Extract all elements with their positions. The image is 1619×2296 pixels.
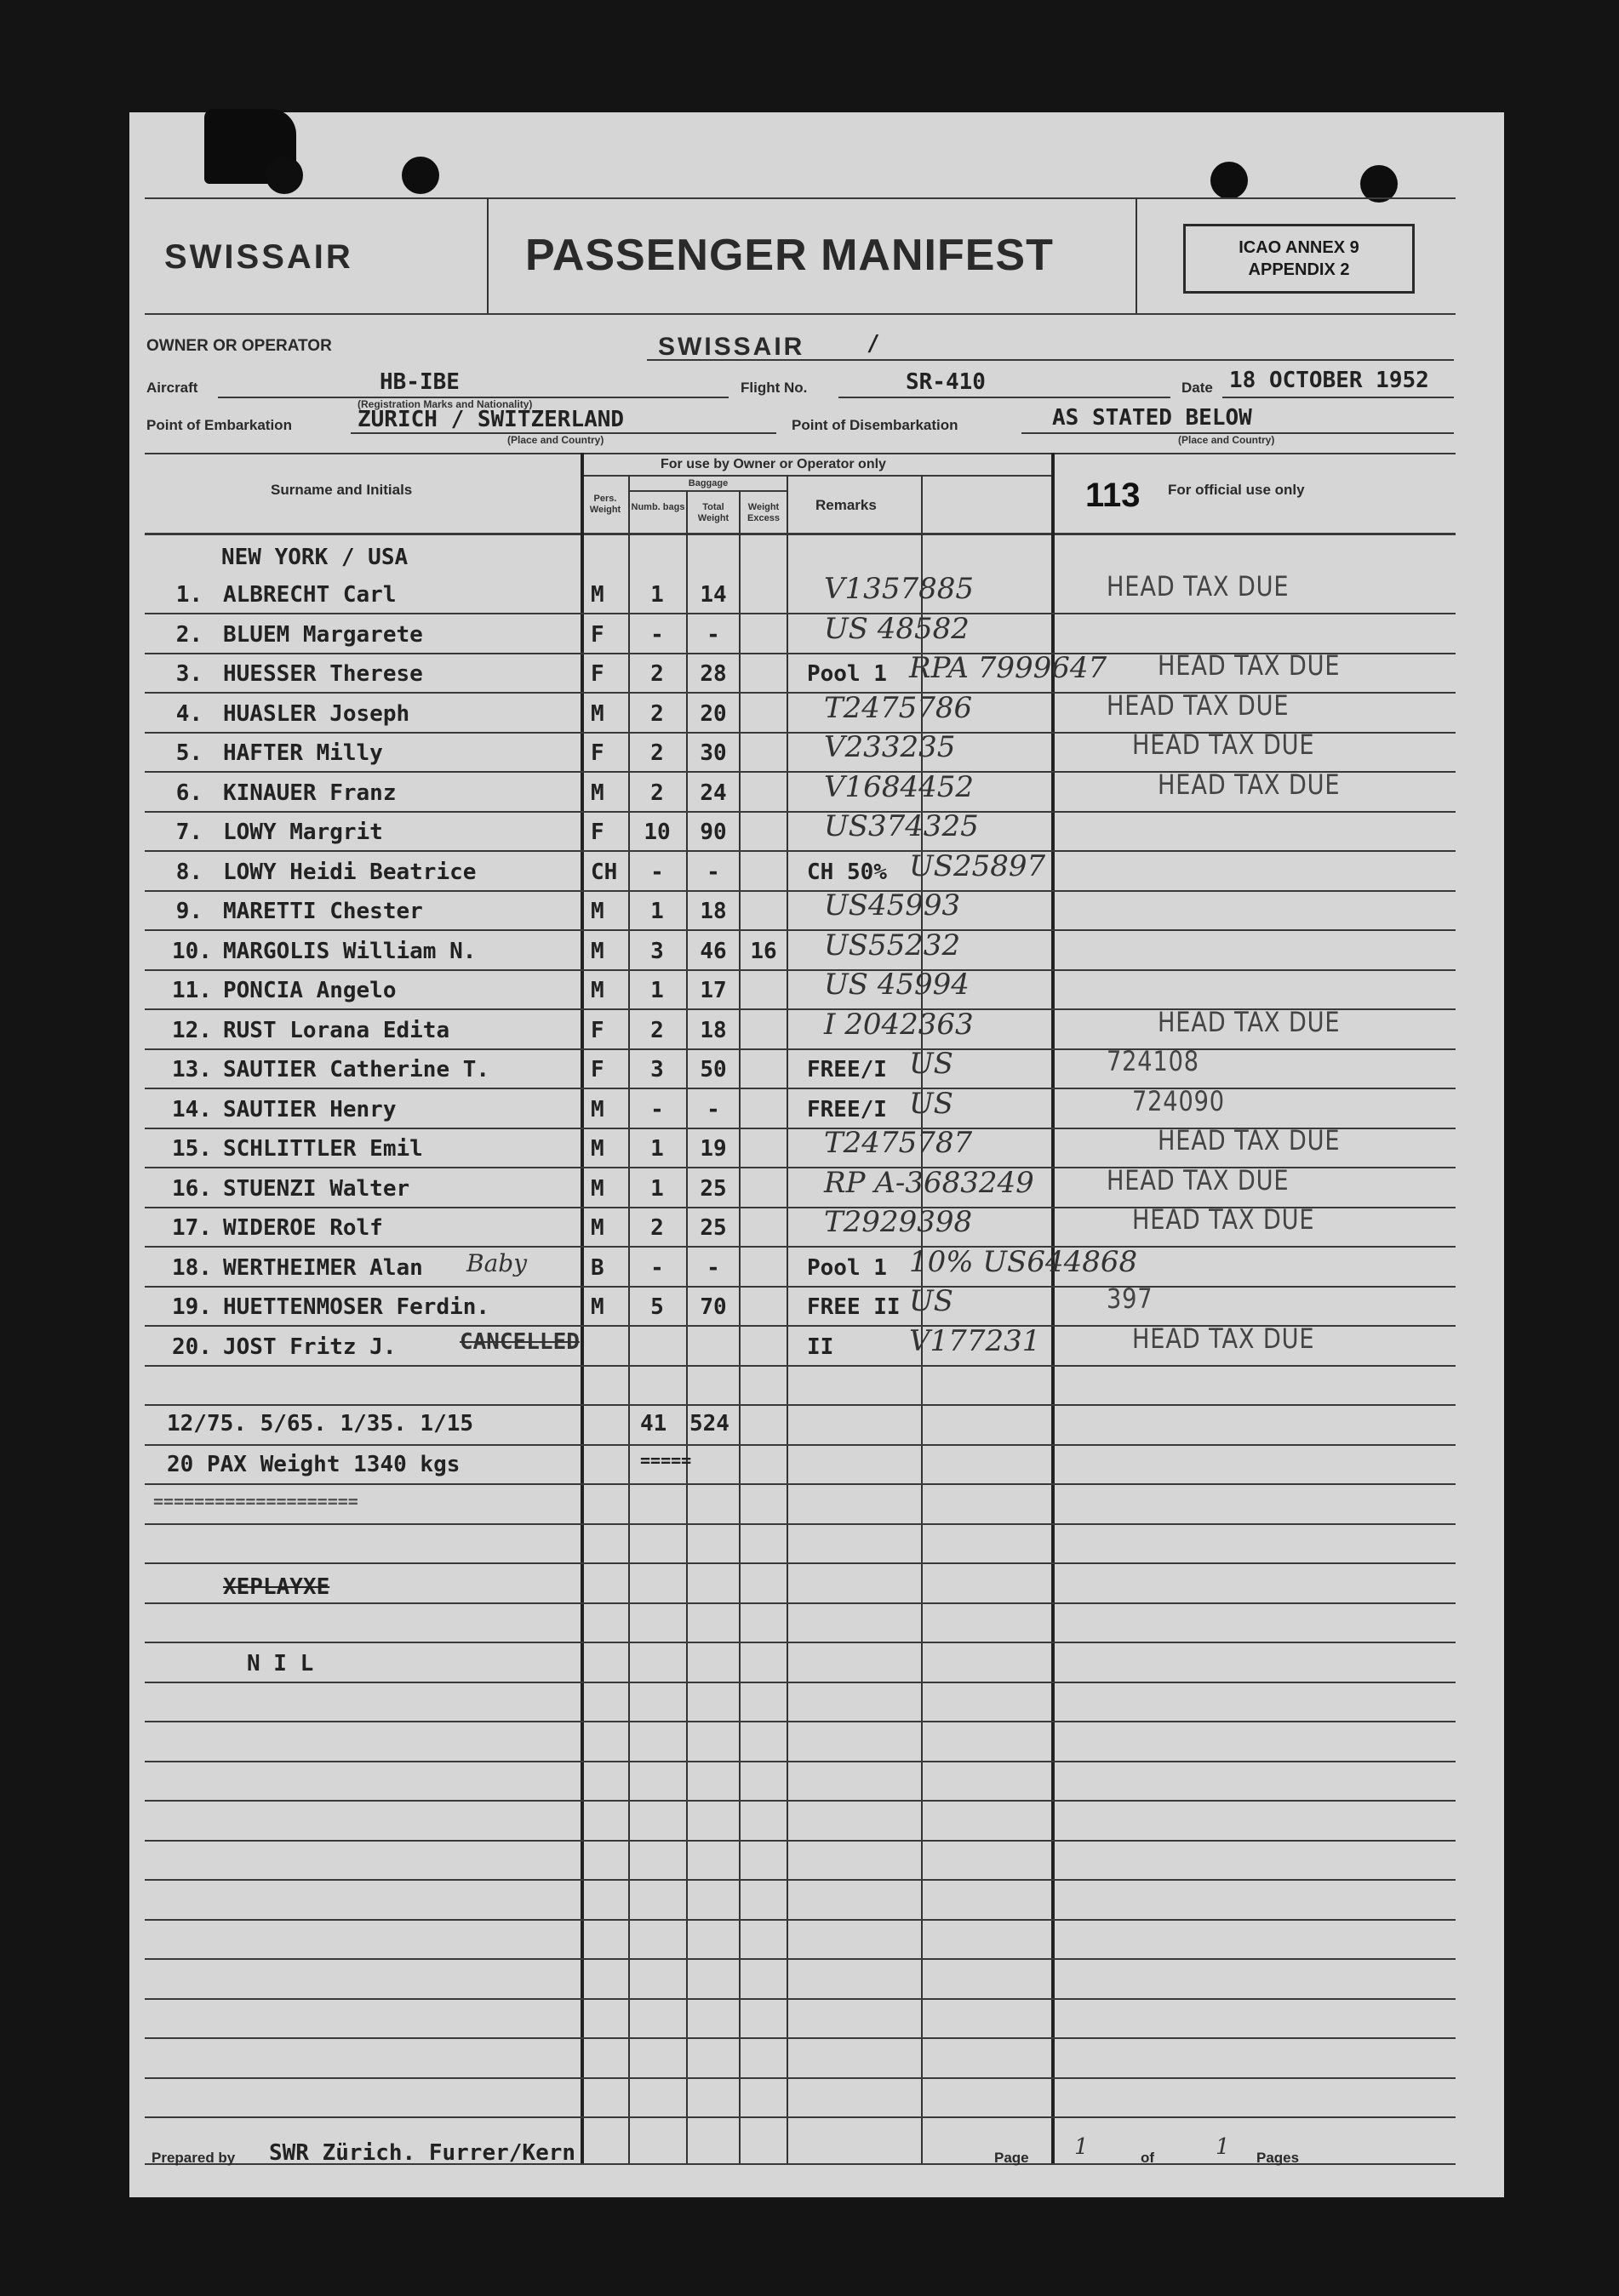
col-divider (921, 475, 923, 2163)
passenger-name: MARGOLIS William N. (223, 938, 477, 964)
passenger-name: ALBRECHT Carl (223, 582, 397, 608)
document-number: RP A-3683249 (824, 1165, 1034, 1200)
document-number: US 48582 (824, 611, 970, 646)
table-row-rule (145, 1048, 1456, 1050)
official-entry: HEAD TAX DUE (1107, 688, 1290, 722)
row-number: 16. (172, 1175, 212, 1202)
bag-count: - (650, 621, 664, 648)
rule (145, 197, 1456, 199)
flight-value: SR-410 (906, 369, 986, 395)
destination-heading: NEW YORK / USA (221, 545, 409, 570)
rule (145, 313, 1456, 315)
bag-weight: 25 (700, 1175, 727, 1202)
document-number: T2475786 (824, 690, 973, 725)
rule (145, 533, 1456, 535)
blank-row-rule (145, 1879, 1456, 1881)
pers-weight: F (591, 621, 604, 648)
document-number: US55232 (824, 928, 961, 962)
bag-count: 2 (650, 661, 664, 687)
disembarkation-label: Point of Disembarkation (792, 417, 958, 433)
document-number: US (909, 1047, 953, 1081)
prepared-label: Prepared by (152, 2150, 236, 2166)
rule (838, 397, 1170, 398)
blank-row-rule (145, 1761, 1456, 1762)
passenger-name: WIDEROE Rolf (223, 1215, 383, 1241)
pers-weight: M (591, 978, 604, 1003)
document-number: V233235 (824, 730, 956, 764)
bag-count: - (650, 859, 664, 885)
col-divider (739, 490, 741, 2163)
bag-weight: 25 (700, 1215, 727, 1241)
owner-value: SWISSAIR (658, 333, 805, 361)
bag-count: 2 (650, 700, 664, 727)
numb-bags-header: Numb. bags (631, 502, 685, 512)
remark: Pool 1 (807, 661, 887, 687)
blank-row-rule (145, 1682, 1456, 1683)
col-divider (628, 475, 630, 2163)
baggage-header: Baggage (688, 478, 729, 488)
bag-weight: - (707, 621, 720, 648)
pers-weight: M (591, 582, 604, 608)
passenger-name: WERTHEIMER Alan (223, 1254, 423, 1281)
table-row-rule (145, 811, 1456, 813)
bag-count: 1 (650, 582, 664, 608)
weight-excess: 16 (750, 938, 777, 964)
bag-weight: 30 (700, 740, 727, 766)
official-entry: 397 (1107, 1282, 1153, 1315)
passenger-name: JOST Fritz J. (223, 1334, 397, 1360)
pers-weight: M (591, 780, 604, 806)
pers-weight: F (591, 820, 604, 845)
official-entry: HEAD TAX DUE (1132, 1203, 1315, 1236)
table-row-rule (145, 1246, 1456, 1248)
rule (647, 359, 1454, 361)
table-row-rule (145, 969, 1456, 971)
col-divider (1051, 453, 1055, 2163)
blank-row-rule (145, 1998, 1456, 2000)
page-label: Page (994, 2150, 1029, 2166)
remark: FREE/I (807, 1057, 887, 1082)
passenger-name: SAUTIER Catherine T. (223, 1057, 490, 1082)
pers-weight: M (591, 1294, 604, 1320)
rule (630, 490, 788, 492)
table-row-rule (145, 1365, 1456, 1367)
row-number: 13. (172, 1057, 212, 1082)
icao-label (1186, 226, 1412, 281)
table-row-rule (145, 850, 1456, 852)
row-number: 10. (172, 938, 212, 964)
official-entry: HEAD TAX DUE (1132, 728, 1315, 761)
page-of: of (1141, 2150, 1155, 2166)
blank-row-rule (145, 2077, 1456, 2079)
blank-row-rule (145, 1840, 1456, 1842)
disembarkation-value: AS STATED BELOW (1052, 405, 1252, 431)
passenger-name: HUETTENMOSER Ferdin. (223, 1294, 490, 1320)
totals-equals: ===== (640, 1450, 692, 1471)
rule (351, 432, 776, 434)
total-weight-header: Total Weight (697, 502, 729, 523)
blank-row-rule (145, 2037, 1456, 2039)
document-number: US (909, 1284, 953, 1318)
embarkation-label: Point of Embarkation (146, 417, 292, 433)
remarks-header: Remarks (815, 497, 877, 513)
disembarkation-caption: (Place and Country) (1178, 434, 1275, 446)
icao-line-2: APPENDIX 2 (1248, 260, 1350, 279)
official-entry: HEAD TAX DUE (1132, 1322, 1315, 1355)
bag-weight: 17 (700, 978, 727, 1003)
page-title: PASSENGER MANIFEST (525, 231, 1054, 280)
bag-count: 5 (650, 1294, 664, 1320)
bag-count: 2 (650, 1215, 664, 1241)
pers-weight: F (591, 740, 604, 766)
prepared-value: SWR Zürich. Furrer/Kern (269, 2140, 576, 2166)
remark: FREE/I (807, 1096, 887, 1122)
bag-count: - (650, 1096, 664, 1122)
bag-weight: 70 (700, 1294, 727, 1320)
owner-label: OWNER OR OPERATOR (146, 337, 332, 355)
blank-row-rule (145, 1562, 1456, 1564)
date-label: Date (1181, 380, 1213, 396)
remark: FREE II (807, 1294, 901, 1320)
row-number: 3. (175, 661, 203, 687)
rule (487, 197, 489, 313)
bag-weight: 46 (700, 938, 727, 964)
col-divider (686, 490, 688, 2163)
row-number: 14. (172, 1096, 212, 1122)
page-current: 1 (1074, 2134, 1089, 2160)
pers-weight: F (591, 1057, 604, 1082)
col-divider (581, 453, 584, 2163)
surname-header: Surname and Initials (271, 482, 413, 498)
table-row-rule (145, 890, 1456, 892)
row-number: 19. (172, 1294, 212, 1320)
passenger-name: SCHLITTLER Emil (223, 1136, 423, 1162)
totals-underline: ==================== (153, 1491, 358, 1511)
page-total: 1 (1216, 2134, 1230, 2160)
pers-weight: B (591, 1254, 604, 1281)
passenger-name: HUESSER Therese (223, 661, 423, 687)
official-number: 113 (1085, 477, 1141, 514)
row-number: 8. (175, 859, 203, 885)
rule (218, 397, 729, 398)
bag-count: 1 (650, 899, 664, 924)
blank-row-rule (145, 1800, 1456, 1802)
struck-heading: XEPLAYXE (223, 1574, 330, 1600)
blank-row-rule (145, 2116, 1456, 2118)
punch-hole (402, 157, 439, 194)
bag-count: 10 (644, 820, 671, 845)
blank-row-rule (145, 1919, 1456, 1921)
blank-row-rule (145, 1642, 1456, 1643)
pers-weight: M (591, 1215, 604, 1241)
row-number: 7. (175, 820, 203, 845)
table-row-rule (145, 1286, 1456, 1288)
document-number: V1684452 (824, 769, 974, 804)
bag-weight: 18 (700, 1017, 727, 1043)
document-number: US 45994 (824, 968, 970, 1002)
pers-weight-header: Pers. Weight (589, 494, 621, 515)
row-number: 18. (172, 1254, 212, 1281)
official-entry: HEAD TAX DUE (1158, 768, 1341, 801)
date-value: 18 OCTOBER 1952 (1229, 368, 1429, 393)
weight-excess-header: Weight Excess (747, 502, 780, 523)
punch-hole (1210, 162, 1248, 199)
row-number: 9. (175, 899, 203, 924)
embarkation-value: ZURICH / SWITZERLAND (358, 407, 625, 432)
official-entry: HEAD TAX DUE (1158, 649, 1341, 682)
owner-slash: / (867, 331, 880, 357)
document-number: US25897 (909, 848, 1046, 883)
bag-count: 2 (650, 780, 664, 806)
passenger-name: PONCIA Angelo (223, 978, 397, 1003)
bag-weight: 90 (700, 820, 727, 845)
bag-weight: 50 (700, 1057, 727, 1082)
row-number: 6. (175, 780, 203, 806)
passenger-name: HUASLER Joseph (223, 700, 410, 727)
bag-weight: 28 (700, 661, 727, 687)
bag-weight: - (707, 859, 720, 885)
bag-weight: 19 (700, 1136, 727, 1162)
cancel-strike: CANCELLED (460, 1329, 580, 1355)
aircraft-label: Aircraft (146, 380, 198, 396)
bag-count: - (650, 1254, 664, 1281)
blank-row-rule (145, 1721, 1456, 1722)
document-number: US374325 (824, 809, 979, 843)
bag-weight: 14 (700, 582, 727, 608)
bag-weight: - (707, 1096, 720, 1122)
document-number: RPA 7999647 (909, 651, 1107, 685)
row-number: 5. (175, 740, 203, 766)
rule (581, 475, 1051, 477)
row-number: 20. (172, 1334, 212, 1360)
pers-weight: F (591, 1017, 604, 1043)
blank-row-rule (145, 1958, 1456, 1960)
row-number: 12. (172, 1017, 212, 1043)
totals-pax-weight: 20 PAX Weight 1340 kgs (167, 1452, 461, 1477)
document-number: US (909, 1086, 953, 1121)
bag-count: 1 (650, 1136, 664, 1162)
totals-breakdown: 12/75. 5/65. 1/35. 1/15 (167, 1411, 474, 1436)
totals-bags: 41 (640, 1411, 667, 1436)
embarkation-caption: (Place and Country) (507, 434, 604, 446)
passenger-name: KINAUER Franz (223, 780, 397, 806)
passenger-name: SAUTIER Henry (223, 1096, 397, 1122)
bag-count: 3 (650, 938, 664, 964)
rule (1136, 197, 1137, 313)
official-entry: HEAD TAX DUE (1158, 1124, 1341, 1157)
flight-label: Flight No. (741, 380, 808, 396)
table-row-rule (145, 1088, 1456, 1089)
totals-weight: 524 (689, 1411, 729, 1436)
pers-weight: M (591, 700, 604, 727)
document-number: I 2042363 (824, 1007, 974, 1042)
official-entry: HEAD TAX DUE (1158, 1005, 1341, 1038)
pers-weight: M (591, 938, 604, 964)
bag-count: 2 (650, 740, 664, 766)
icao-line-1: ICAO ANNEX 9 (1239, 238, 1359, 257)
passenger-name: BLUEM Margarete (223, 621, 423, 648)
passenger-name: MARETTI Chester (223, 899, 423, 924)
bag-count: 1 (650, 978, 664, 1003)
baby-note: Baby (466, 1249, 528, 1277)
document-number: V1357885 (824, 572, 974, 606)
nil-note: N I L (247, 1651, 314, 1676)
table-row-rule (145, 613, 1456, 614)
bag-weight: 18 (700, 899, 727, 924)
passenger-name: STUENZI Walter (223, 1175, 410, 1202)
bag-count: 3 (650, 1057, 664, 1082)
rule (1021, 432, 1454, 434)
row-number: 15. (172, 1136, 212, 1162)
pages-label: Pages (1256, 2150, 1300, 2166)
remark: II (807, 1334, 834, 1360)
punch-hole (266, 157, 303, 194)
official-header: For official use only (1168, 482, 1305, 498)
rule (1222, 397, 1454, 398)
pers-weight: M (591, 1096, 604, 1122)
blank-row-rule (145, 1602, 1456, 1604)
bag-count: 2 (650, 1017, 664, 1043)
document-number: 10% US644868 (909, 1244, 1138, 1279)
table-row-rule (145, 929, 1456, 931)
row-number: 4. (175, 700, 203, 727)
rule (145, 453, 1456, 454)
pers-weight: CH (591, 859, 618, 885)
passenger-name: RUST Lorana Edita (223, 1017, 450, 1043)
official-entry: 724090 (1132, 1084, 1225, 1117)
official-entry: 724108 (1107, 1045, 1199, 1077)
aircraft-caption: (Registration Marks and Nationality) (358, 398, 533, 410)
col-divider (787, 475, 788, 2163)
blank-row-rule (145, 1523, 1456, 1525)
owner-use-header: For use by Owner or Operator only (661, 457, 886, 471)
icao-box (1183, 224, 1415, 294)
bag-count: 1 (650, 1175, 664, 1202)
row-number: 11. (172, 978, 212, 1003)
pers-weight: F (591, 661, 604, 687)
blank-row-rule (145, 1483, 1456, 1485)
pers-weight: M (591, 1136, 604, 1162)
remark: CH 50% (807, 859, 887, 885)
blank-row-rule (145, 1404, 1456, 1406)
bag-weight: 24 (700, 780, 727, 806)
document-number: T2475787 (824, 1126, 973, 1160)
aircraft-value: HB-IBE (380, 369, 460, 395)
official-entry: HEAD TAX DUE (1107, 570, 1290, 603)
document-number: T2929398 (824, 1205, 973, 1239)
passenger-name: LOWY Heidi Beatrice (223, 859, 477, 885)
passenger-name: HAFTER Milly (223, 740, 383, 766)
document-number: V177231 (909, 1323, 1041, 1358)
row-number: 2. (175, 621, 203, 648)
row-number: 17. (172, 1215, 212, 1241)
passenger-name: LOWY Margrit (223, 820, 383, 845)
row-number: 1. (175, 582, 203, 608)
blank-row-rule (145, 1444, 1456, 1446)
pers-weight: M (591, 899, 604, 924)
pers-weight: M (591, 1175, 604, 1202)
swissair-logo: SWISSAIR (164, 238, 353, 276)
official-entry: HEAD TAX DUE (1107, 1163, 1290, 1197)
bag-weight: 20 (700, 700, 727, 727)
remark: Pool 1 (807, 1254, 887, 1281)
document-number: US45993 (824, 888, 961, 922)
bag-weight: - (707, 1254, 720, 1281)
